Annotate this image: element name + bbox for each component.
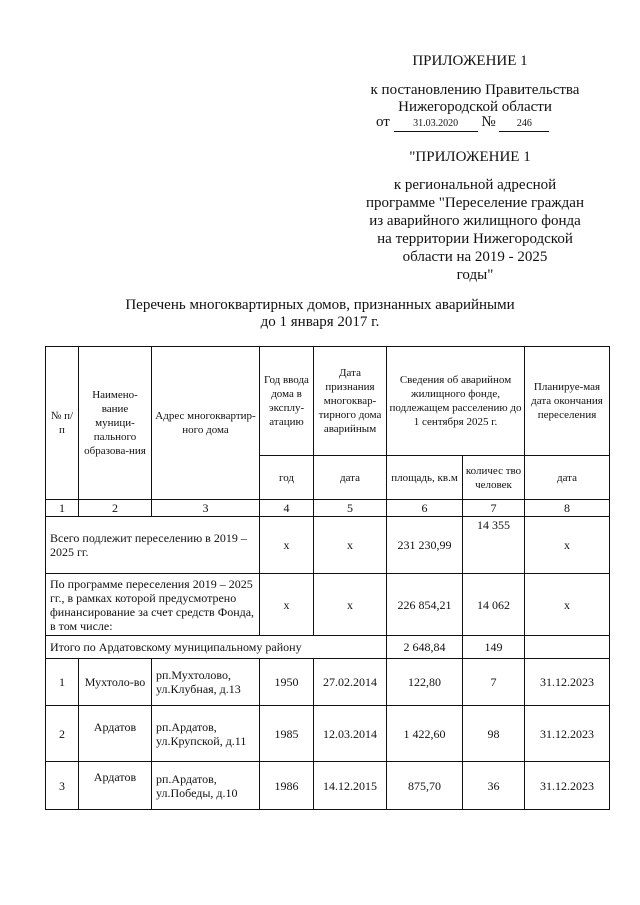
header-date-declared: Дата признания многоквар-тирного дома аварийным: [314, 347, 387, 456]
decree-date: 31.03.2020: [394, 117, 478, 132]
subheader-area: площадь, кв.м: [387, 456, 463, 500]
program-area: 226 854,21: [387, 574, 463, 636]
column-number: 8: [525, 500, 610, 517]
row-address: рп.Мухтолово, ул.Клубная, д.13: [152, 659, 260, 706]
program-description: [350, 176, 600, 284]
header-housing-info: Сведения об аварийном жилищного фонде, подлежащем расселению до 1 сентября 2025 г.: [387, 347, 525, 456]
program-line: к региональной адресной: [393, 177, 557, 193]
program-end: х: [525, 574, 610, 636]
subheader-date: дата: [314, 456, 387, 500]
program-year: х: [260, 574, 314, 636]
list-title-line-2: до 1 января 2017 г.: [260, 314, 380, 330]
total-label: Всего подлежит переселению в 2019 – 2025 гг.: [46, 517, 260, 574]
row-end: 31.12.2023: [525, 762, 610, 810]
header-address: Адрес многоквартир-ного дома: [152, 347, 260, 500]
header-municipality: Наимено-вание муници-пального образова-ния: [79, 347, 152, 500]
row-municipality: Ардатов: [79, 706, 152, 762]
from-label: от: [376, 114, 390, 130]
row-date: 27.02.2014: [314, 659, 387, 706]
number-label: №: [481, 114, 496, 130]
row-people: 98: [463, 706, 525, 762]
row-municipality: Мухтоло-во: [79, 659, 152, 706]
total-area: 231 230,99: [387, 517, 463, 574]
row-end: 31.12.2023: [525, 659, 610, 706]
program-line: области на 2019 - 2025: [402, 249, 548, 265]
column-numbers-row: [46, 500, 610, 517]
row-address: рп.Ардатов, ул.Победы, д.10: [152, 762, 260, 810]
table-row: [46, 659, 610, 706]
program-people: 14 062: [463, 574, 525, 636]
decree-number: 246: [499, 117, 549, 132]
total-year: х: [260, 517, 314, 574]
program-line: годы": [456, 267, 494, 283]
row-num: 2: [46, 706, 79, 762]
program-appendix-title: "ПРИЛОЖЕНИЕ 1: [409, 149, 531, 165]
column-number: 3: [152, 500, 260, 517]
list-title-line-1: Перечень многоквартирных домов, признанных аварийными: [125, 297, 515, 313]
row-num: 3: [46, 762, 79, 810]
header-planned-end: Планируе-мая дата окончания переселения: [525, 347, 610, 456]
column-number: 6: [387, 500, 463, 517]
program-line: на территории Нижегородской: [377, 231, 573, 247]
row-year: 1950: [260, 659, 314, 706]
housing-table: [45, 346, 610, 810]
district-row: [46, 636, 610, 659]
row-municipality: Ардатов: [79, 762, 152, 810]
appendix-title: ПРИЛОЖЕНИЕ 1: [412, 53, 528, 69]
row-area: 122,80: [387, 659, 463, 706]
row-area: 875,70: [387, 762, 463, 810]
column-number: 1: [46, 500, 79, 517]
program-label: По программе переселения 2019 – 2025 гг., в рамках которой предусмотрено финансирование за счет средств Фонда, в том числе:: [46, 574, 260, 636]
program-line: из аварийного жилищного фонда: [369, 213, 581, 229]
total-people: 14 355: [463, 517, 525, 574]
program-line: программе "Переселение граждан: [366, 195, 584, 211]
column-number: 5: [314, 500, 387, 517]
row-date: 14.12.2015: [314, 762, 387, 810]
total-date: х: [314, 517, 387, 574]
row-address: рп.Ардатов, ул.Крупской, д.11: [152, 706, 260, 762]
column-number: 7: [463, 500, 525, 517]
table-row: [46, 762, 610, 810]
subheader-people: количес тво человек: [463, 456, 525, 500]
decree-date-line: [376, 113, 576, 132]
row-year: 1986: [260, 762, 314, 810]
row-end: 31.12.2023: [525, 706, 610, 762]
row-area: 1 422,60: [387, 706, 463, 762]
header-num: № п/п: [46, 347, 79, 500]
row-date: 12.03.2014: [314, 706, 387, 762]
subheader-date-2: дата: [525, 456, 610, 500]
program-date: х: [314, 574, 387, 636]
district-label: Итого по Ардатовскому муниципальному району: [46, 636, 387, 659]
column-number: 2: [79, 500, 152, 517]
total-row: [46, 517, 610, 574]
header-year-built: Год ввода дома в эксплу-атацию: [260, 347, 314, 456]
row-people: 36: [463, 762, 525, 810]
row-year: 1985: [260, 706, 314, 762]
column-number: 4: [260, 500, 314, 517]
district-area: 2 648,84: [387, 636, 463, 659]
total-end: х: [525, 517, 610, 574]
decree-line-1: к постановлению Правительства: [370, 82, 580, 98]
subheader-year: год: [260, 456, 314, 500]
row-num: 1: [46, 659, 79, 706]
district-people: 149: [463, 636, 525, 659]
row-people: 7: [463, 659, 525, 706]
table-row: [46, 706, 610, 762]
decree-line-2: Нижегородской области: [398, 99, 552, 115]
program-row: [46, 574, 610, 636]
district-end: [525, 636, 610, 659]
